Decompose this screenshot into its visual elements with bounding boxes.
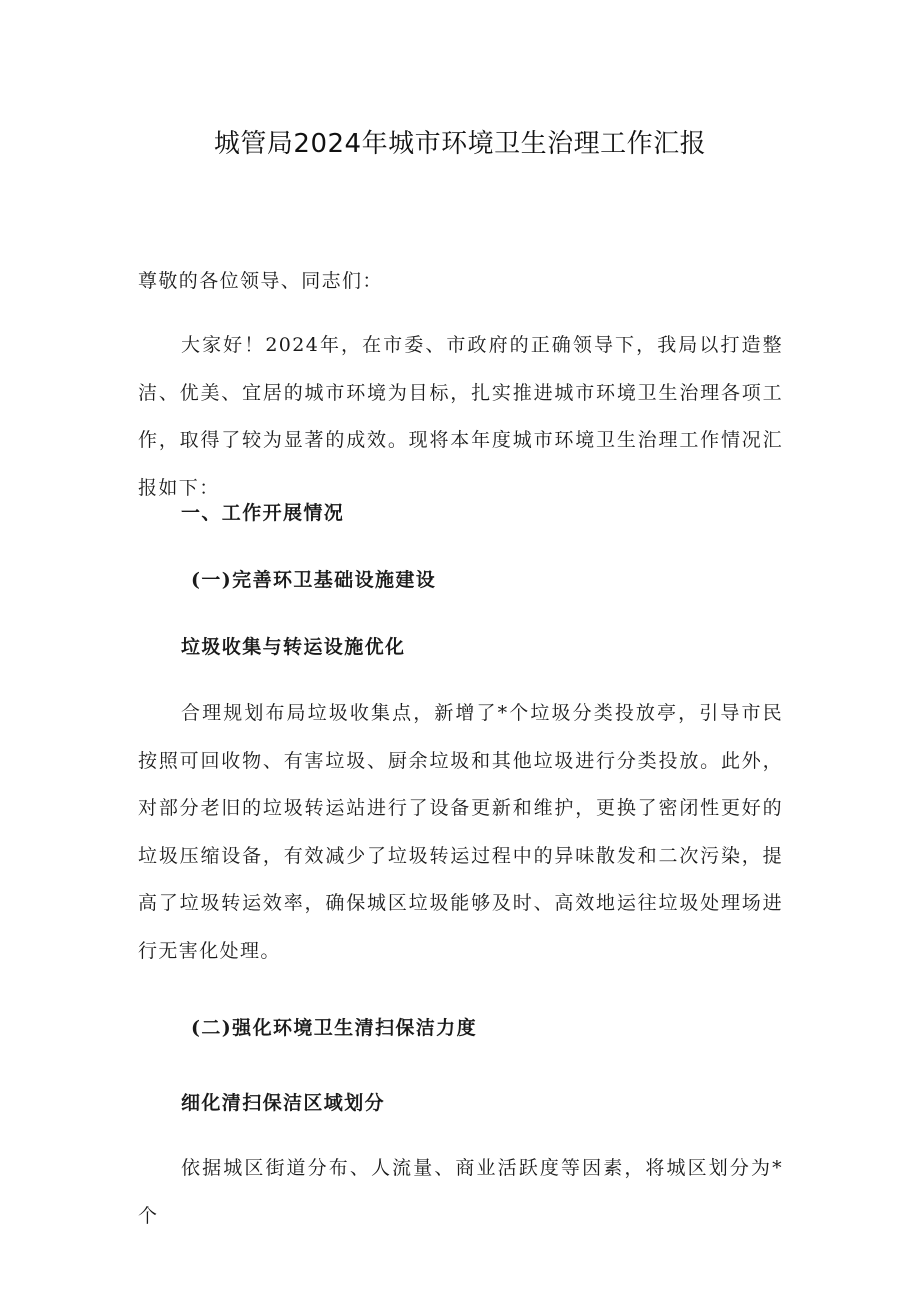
section-heading: 一、工作开展情况: [181, 502, 345, 524]
topic-heading: 垃圾收集与转运设施优化: [181, 636, 406, 658]
greeting: 尊敬的各位领导、同志们：: [138, 270, 383, 292]
page-title: 城管局2024年城市环境卫生治理工作汇报: [213, 129, 707, 159]
subsection-heading: (一)完善环卫基础设施建设: [191, 569, 437, 591]
body-paragraph: 依据城区街道分布、人流量、商业活跃度等因素，将城区划分为*个: [138, 1157, 783, 1227]
topic-heading: 细化清扫保洁区域划分: [181, 1092, 386, 1114]
intro-paragraph: 大家好！2024年，在市委、市政府的正确领导下，我局以打造整洁、优美、宜居的城市环境为目标，扎实推进城市环境卫生治理各项工作，取得了较为显著的成效。现将本年度城市环境卫生治理工作情况汇报如下：: [138, 334, 783, 499]
body-paragraph: 合理规划布局垃圾收集点，新增了*个垃圾分类投放亭，引导市民按照可回收物、有害垃圾、厨余垃圾和其他垃圾进行分类投放。此外，对部分老旧的垃圾转运站进行了设备更新和维护，更换了密闭性更好的垃圾压缩设备，有效减少了垃圾转运过程中的异味散发和二次污染，提高了垃圾转运效率，确保城区垃圾能够及时、高效地运往垃圾处理场进行无害化处理。: [138, 702, 783, 962]
subsection-heading: (二)强化环境卫生清扫保洁力度: [191, 1017, 477, 1039]
